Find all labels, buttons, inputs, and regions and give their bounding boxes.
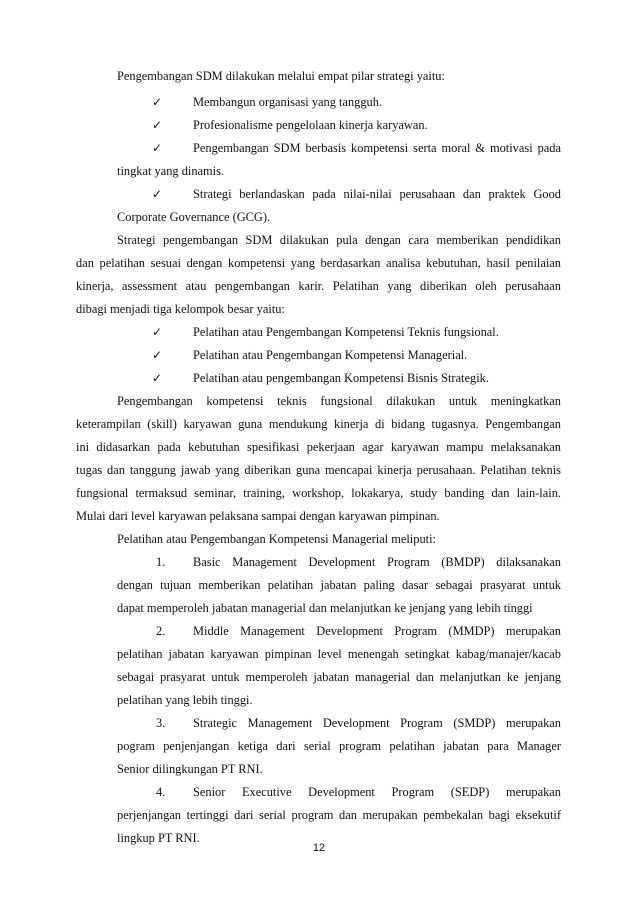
text-line: fungsional termaksud seminar, training, workshop, lokakarya, study banding dan lain-lain. [76, 486, 561, 500]
text-line: perjenjangan tertinggi dari serial program dan merupakan pembekalan bagi eksekutif [117, 808, 561, 822]
checkmark-icon: ✓ [152, 371, 163, 385]
text-line: Corporate Governance (GCG). [117, 210, 271, 224]
text-line: Pengembangan kompetensi teknis fungsional dilakukan untuk meningkatkan [117, 394, 561, 408]
text-line: tugas dan tanggung jawab yang diberikan guna mencapai kinerja perusahaan. Pelatihan teknis [76, 463, 561, 477]
checkmark-icon: ✓ [152, 325, 163, 339]
text-line: pelatihan yang lebih tinggi. [117, 693, 253, 707]
text-line: Membangun organisasi yang tangguh. [193, 95, 383, 109]
text-line: kinerja, assessment atau pengembangan karir. Pelatihan yang diberikan oleh perusahaan [76, 279, 561, 293]
page-number: 12 [312, 842, 326, 854]
text-line: pelatihan jabatan karyawan pimpinan level menengah setingkat kabag/manajer/kacab [117, 647, 561, 661]
text-line: Pelatihan atau Pengembangan Kompetensi Managerial meliputi: [117, 532, 436, 546]
text-line: Pelatihan atau Pengembangan Kompetensi Managerial. [193, 348, 468, 362]
text-line: tingkat yang dinamis. [117, 164, 225, 178]
text-line: sebagai prasyarat untuk memperoleh jabatan managerial dan melanjutkan ke jenjang [117, 670, 561, 684]
text-line: pogram penjenjangan ketiga dari serial program pelatihan jabatan para Manager [117, 739, 561, 753]
text-line: Strategi pengembangan SDM dilakukan pula dengan cara memberikan pendidikan [117, 233, 561, 247]
text-line: Pengembangan SDM dilakukan melalui empat pilar strategi yaitu: [117, 69, 445, 83]
text-line: dapat memperoleh jabatan managerial dan melanjutkan ke jenjang yang lebih tinggi [117, 601, 533, 615]
text-line: Profesionalisme pengelolaan kinerja karyawan. [193, 118, 428, 132]
text-line: dibagi menjadi tiga kelompok besar yaitu: [76, 302, 285, 316]
list-number: 3. [156, 716, 166, 730]
text-line: dan pelatihan sesuai dengan kompetensi yang berdasarkan analisa kebutuhan, hasil penilaian [76, 256, 561, 270]
list-number: 1. [156, 555, 166, 569]
text-line: Pelatihan atau pengembangan Kompetensi Bisnis Strategik. [193, 371, 489, 385]
text-line: Strategic Management Development Program (SMDP) merupakan [193, 716, 561, 730]
checkmark-icon: ✓ [152, 118, 163, 132]
text-line: Senior dilingkungan PT RNI. [117, 762, 263, 776]
text-line: Mulai dari level karyawan pelaksana sampai dengan karyawan pimpinan. [76, 509, 440, 523]
list-number: 2. [156, 624, 166, 638]
text-line: keterampilan (skill) karyawan guna mendukung kinerja di bidang tugasnya. Pengembangan [76, 417, 561, 431]
text-line: dengan tujuan memberikan pelatihan jabatan paling dasar sebagai prasyarat untuk [117, 578, 561, 592]
text-line: ini didasarkan pada kebutuhan spesifikasi pekerjaan agar karyawan mampu melaksanakan [76, 440, 561, 454]
text-line: Pengembangan SDM berbasis kompetensi serta moral & motivasi pada [193, 141, 561, 155]
text-line: Middle Management Development Program (MMDP) merupakan [193, 624, 561, 638]
checkmark-icon: ✓ [152, 187, 163, 201]
text-line: lingkup PT RNI. [117, 831, 200, 845]
text-line: Pelatihan atau Pengembangan Kompetensi Teknis fungsional. [193, 325, 499, 339]
text-line: Senior Executive Development Program (SEDP) merupakan [193, 785, 561, 799]
checkmark-icon: ✓ [152, 348, 163, 362]
checkmark-icon: ✓ [152, 141, 163, 155]
list-number: 4. [156, 785, 166, 799]
text-line: Basic Management Development Program (BMDP) dilaksanakan [193, 555, 561, 569]
checkmark-icon: ✓ [152, 95, 163, 109]
text-line: Strategi berlandaskan pada nilai-nilai perusahaan dan praktek Good [193, 187, 561, 201]
